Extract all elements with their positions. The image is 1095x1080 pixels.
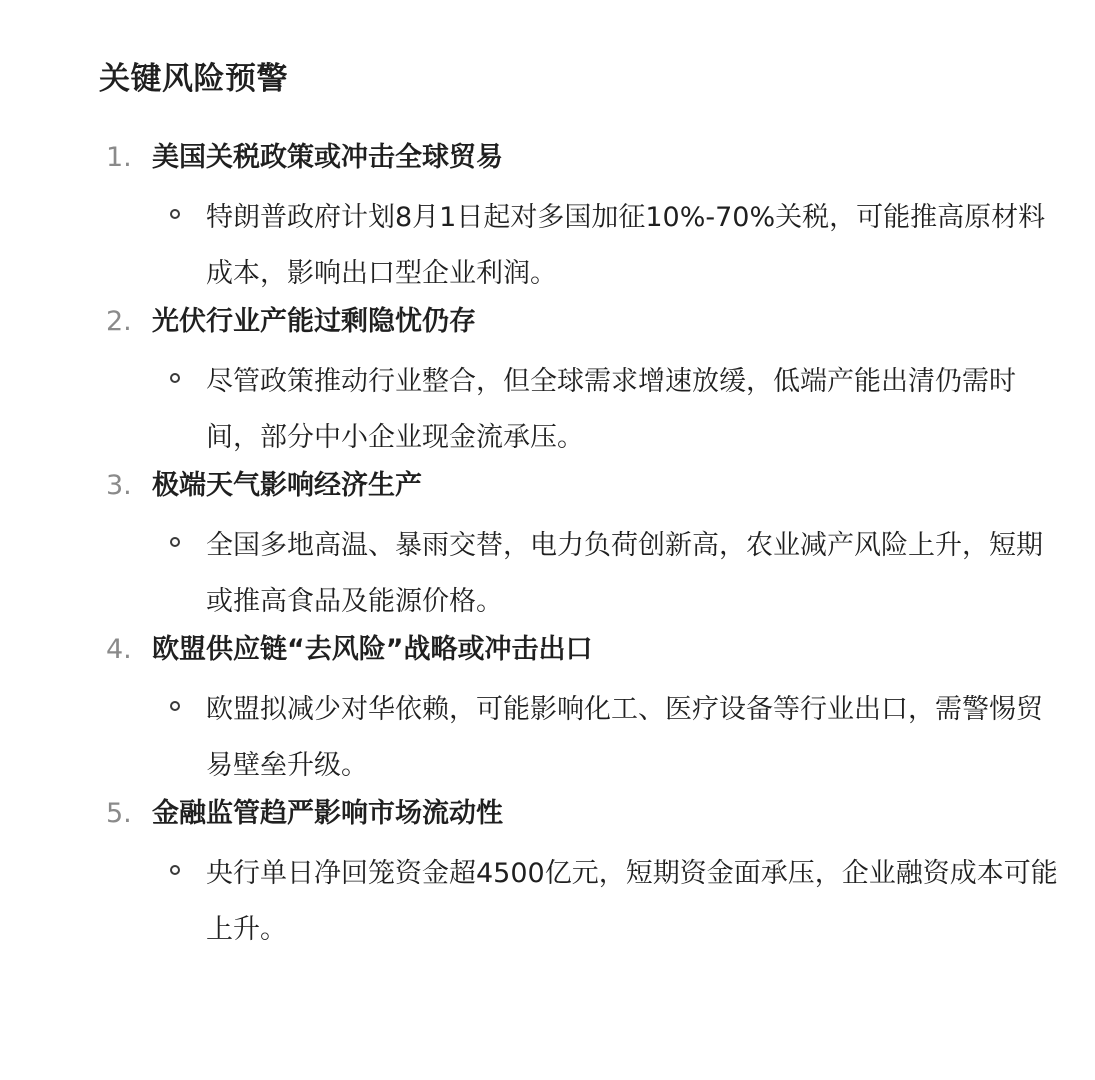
risk-detail-text: 特朗普政府计划8月1日起对多国加征10%-70%关税，可能推高原材料成本，影响出口型企业利润。 [206,202,1046,289]
risk-title: 金融监管趋严影响市场流动性 [152,798,503,829]
hollow-bullet-icon [170,209,180,219]
list-number: 5. [106,798,132,829]
hollow-bullet-icon [170,701,180,711]
risk-detail-text: 尽管政策推动行业整合，但全球需求增速放缓，低端产能出清仍需时间，部分中小企业现金流承压。 [206,366,1016,453]
risk-detail-text: 央行单日净回笼资金超4500亿元，短期资金面承压，企业融资成本可能上升。 [206,858,1058,945]
list-number: 1. [106,142,132,173]
risk-list [0,138,1095,958]
risk-title: 欧盟供应链“去风险”战略或冲击出口 [152,634,593,665]
list-number: 2. [106,306,132,337]
risk-item-3 [0,466,1095,630]
hollow-bullet-icon [170,373,180,383]
risk-title: 光伏行业产能过剩隐忧仍存 [152,306,476,337]
risk-detail-item [0,518,1095,630]
risk-title: 美国关税政策或冲击全球贸易 [152,142,503,173]
section-heading: 关键风险预警 [99,61,288,97]
risk-detail-item [0,190,1095,302]
risk-detail-text: 全国多地高温、暴雨交替，电力负荷创新高，农业减产风险上升，短期或推高食品及能源价格。 [206,530,1043,617]
risk-title: 极端天气影响经济生产 [152,470,422,501]
risk-item-4 [0,630,1095,794]
risk-detail-item [0,846,1095,958]
risk-detail-item [0,354,1095,466]
risk-detail-list [0,354,1095,466]
risk-item-5 [0,794,1095,958]
risk-detail-text: 欧盟拟减少对华依赖，可能影响化工、医疗设备等行业出口，需警惕贸易壁垒升级。 [206,694,1043,781]
risk-detail-item [0,682,1095,794]
hollow-bullet-icon [170,537,180,547]
risk-detail-list [0,682,1095,794]
list-number: 4. [106,634,132,665]
risk-detail-list [0,846,1095,958]
list-number: 3. [106,470,132,501]
risk-item-1 [0,138,1095,302]
risk-detail-list [0,518,1095,630]
risk-item-2 [0,302,1095,466]
hollow-bullet-icon [170,865,180,875]
risk-detail-list [0,190,1095,302]
